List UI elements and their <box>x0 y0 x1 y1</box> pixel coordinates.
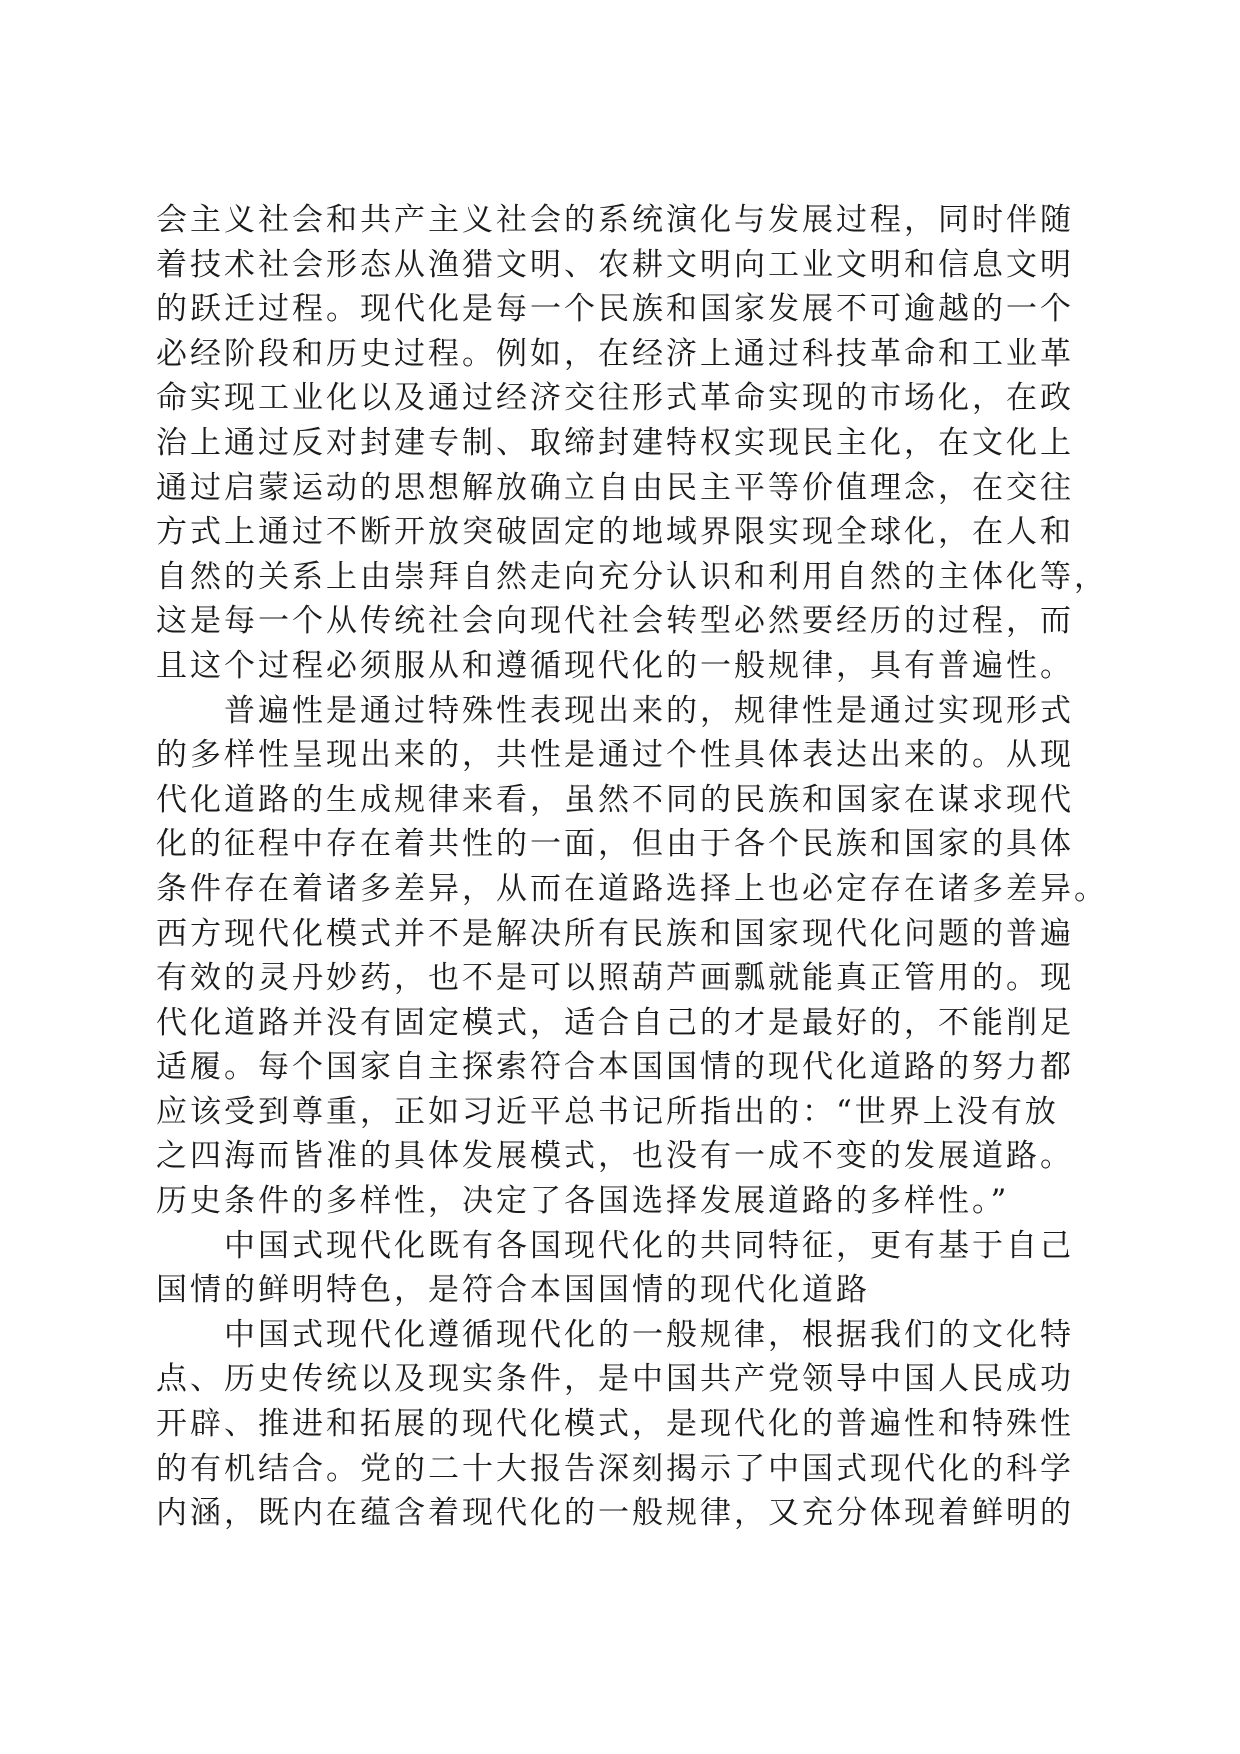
text-line: 开辟、推进和拓展的现代化模式，是现代化的普遍性和特殊性 <box>156 1406 1074 1443</box>
body-text <box>156 198 1108 1536</box>
text-line: 的多样性呈现出来的，共性是通过个性具体表达出来的。从现 <box>156 737 1074 774</box>
text-line: 西方现代化模式并不是解决所有民族和国家现代化问题的普遍 <box>156 915 1074 952</box>
text-line: 自然的关系上由崇拜自然走向充分认识和利用自然的主体化等， <box>156 558 1108 595</box>
text-line: 方式上通过不断开放突破固定的地域界限实现全球化，在人和 <box>156 514 1074 551</box>
text-line: 内涵，既内在蕴含着现代化的一般规律，又充分体现着鲜明的 <box>156 1495 1074 1532</box>
text-line: 且这个过程必须服从和遵循现代化的一般规律，具有普遍性。 <box>156 647 1074 684</box>
text-line: 的跃迁过程。现代化是每一个民族和国家发展不可逾越的一个 <box>156 291 1074 328</box>
text-line: 代化道路并没有固定模式，适合自己的才是最好的，不能削足 <box>156 1004 1074 1041</box>
section-heading-line: 中国式现代化既有各国现代化的共同特征，更有基于自己 <box>224 1227 1074 1264</box>
text-line: 代化道路的生成规律来看，虽然不同的民族和国家在谋求现代 <box>156 781 1074 818</box>
text-line: 历史条件的多样性，决定了各国选择发展道路的多样性。” <box>156 1183 1010 1220</box>
text-line: 之四海而皆准的具体发展模式，也没有一成不变的发展道路。 <box>156 1138 1074 1175</box>
text-line: 点、历史传统以及现实条件，是中国共产党领导中国人民成功 <box>156 1361 1074 1398</box>
text-line: 的有机结合。党的二十大报告深刻揭示了中国式现代化的科学 <box>156 1450 1074 1487</box>
section-heading-line: 国情的鲜明特色，是符合本国国情的现代化道路 <box>156 1272 870 1309</box>
text-line: 有效的灵丹妙药，也不是可以照葫芦画瓢就能真正管用的。现 <box>156 960 1074 997</box>
paragraph-first-line: 中国式现代化遵循现代化的一般规律，根据我们的文化特 <box>224 1316 1074 1353</box>
text-line: 应该受到尊重，正如习近平总书记所指出的：“世界上没有放 <box>156 1093 1059 1130</box>
text-line: 化的征程中存在着共性的一面，但由于各个民族和国家的具体 <box>156 826 1074 863</box>
text-line: 治上通过反对封建专制、取缔封建特权实现民主化，在文化上 <box>156 424 1074 461</box>
paragraph-first-line: 普遍性是通过特殊性表现出来的，规律性是通过实现形式 <box>224 692 1074 729</box>
text-line: 必经阶段和历史过程。例如，在经济上通过科技革命和工业革 <box>156 335 1074 372</box>
text-line: 条件存在着诸多差异，从而在道路选择上也必定存在诸多差异。 <box>156 870 1108 907</box>
text-line: 着技术社会形态从渔猎文明、农耕文明向工业文明和信息文明 <box>156 246 1074 283</box>
text-line: 会主义社会和共产主义社会的系统演化与发展过程，同时伴随 <box>156 202 1074 238</box>
text-line: 适履。每个国家自主探索符合本国国情的现代化道路的努力都 <box>156 1049 1074 1086</box>
text-line: 这是每一个从传统社会向现代社会转型必然要经历的过程，而 <box>156 603 1074 640</box>
text-line: 通过启蒙运动的思想解放确立自由民主平等价值理念，在交往 <box>156 469 1074 506</box>
text-line: 命实现工业化以及通过经济交往形式革命实现的市场化，在政 <box>156 380 1074 417</box>
